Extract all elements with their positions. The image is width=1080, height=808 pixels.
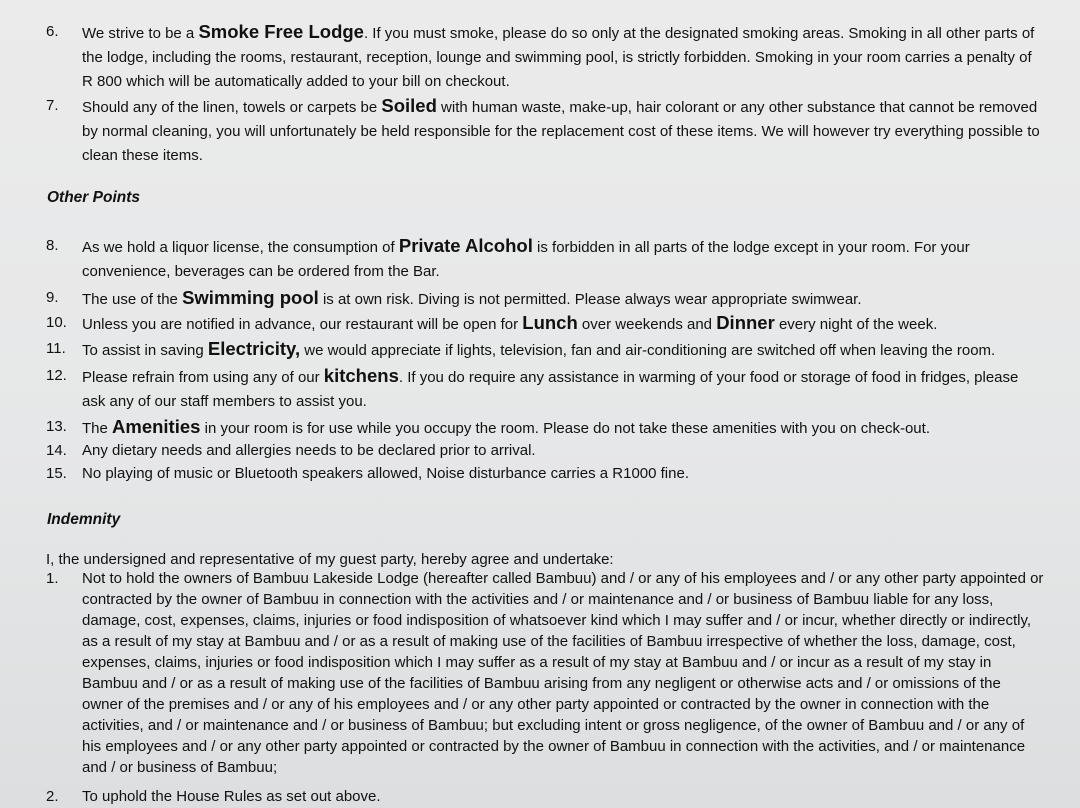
rule-highlight: Soiled xyxy=(381,95,437,116)
rule-text: Please refrain from using any of our kitchens. If you do require any assistance in warming of your food or storage of food in fridges, please ask any of our staff members to assist you. xyxy=(82,365,1019,410)
rule-number: 13. xyxy=(46,418,67,435)
rule-highlight: Smoke Free Lodge xyxy=(198,21,364,42)
rule-text: The use of the Swimming pool is at own risk. Diving is not permitted. Please always wear appropriate swimwear. xyxy=(82,287,862,308)
rule-item-8 xyxy=(46,234,1044,284)
indemnity-item-2 xyxy=(46,786,1044,807)
rule-number: 9. xyxy=(46,289,59,306)
rule-number: 10. xyxy=(46,314,67,331)
rule-text: We strive to be a Smoke Free Lodge. If you must smoke, please do so only at the designated smoking areas. Smoking in all other parts of the lodge, including the rooms, restaurant, reception, lounge and swimming pool, is strictly forbidden. Smoking in your room carries a penalty of R 800 which will be automatically added to your bill on checkout. xyxy=(82,21,1035,90)
rule-text: Should any of the linen, towels or carpets be Soiled with human waste, make-up, hair colorant or any other substance that cannot be removed by normal cleaning, you will unfortunately be held responsible for the replacement cost of these items. We will however try everything possible to clean these items. xyxy=(82,95,1040,164)
rule-number: 6. xyxy=(46,23,59,40)
rule-text: As we hold a liquor license, the consumption of Private Alcohol is forbidden in all parts of the lodge except in your room. For your convenience, beverages can be ordered from the Bar. xyxy=(82,235,970,280)
rule-highlight-2: Dinner xyxy=(716,312,775,333)
rule-highlight: kitchens xyxy=(323,365,399,386)
rule-highlight: Private Alcohol xyxy=(398,235,533,256)
rule-item-13 xyxy=(46,415,1044,441)
indemnity-intro: I, the undersigned and representative of my guest party, hereby agree and undertake: xyxy=(46,551,614,568)
rule-highlight: Swimming pool xyxy=(182,287,319,308)
rule-text: Any dietary needs and allergies needs to be declared prior to arrival. xyxy=(82,442,536,459)
rule-number: 15. xyxy=(46,465,67,482)
rule-item-11 xyxy=(46,337,1044,363)
rule-text: No playing of music or Bluetooth speakers allowed, Noise disturbance carries a R1000 fine. xyxy=(82,465,689,482)
rule-item-6 xyxy=(46,20,1044,94)
section-heading-other-points: Other Points xyxy=(47,189,141,206)
rule-item-9 xyxy=(46,286,1044,312)
indemnity-text: Not to hold the owners of Bambuu Lakeside Lodge (hereafter called Bambuu) and / or any of his employees and / or any other party appointed or contracted by the owner of Bambuu in connection with the activities and / or maintenance and / or business of Bambuu liable for any loss, damage, cost, expenses, claims, injuries or food indisposition of whatsoever kind which I may suffer and / or incur, whether directly or indirectly, as a result of my stay at Bambuu and / or as a result of making use of the facilities of Bambuu irrespective of whether the loss, damage, cost, expenses, claims, injuries or food indisposition which I may suffer as a result of my stay at Bambuu and / or incur as a result of my stay in Bambuu and / or as a result of making use of the facilities of Bambuu arising from any negligent or otherwise acts and / or omissions of the owner of the premises and / or any of his employees and / or any other party appointed or contracted by the owner in connection with the activities, and / or maintenance and / or business of Bambuu; but excluding intent or gross negligence, of the owner of Bambuu and / or any of his employees and / or any other party appointed or contracted by the owner of Bambuu in connection with the activities, and / or maintenance and / or business of Bambuu; xyxy=(82,570,1044,776)
rule-text: Unless you are notified in advance, our restaurant will be open for Lunch over weekends and Dinner every night of the week. xyxy=(82,312,938,333)
indemnity-number: 1. xyxy=(46,570,59,587)
rule-number: 14. xyxy=(46,442,67,459)
rule-number: 7. xyxy=(46,97,59,114)
rule-highlight: Amenities xyxy=(112,416,201,437)
indemnity-item-1 xyxy=(46,568,1044,778)
rule-text: To assist in saving Electricity, we would appreciate if lights, television, fan and air-conditioning are switched off when leaving the room. xyxy=(82,338,996,359)
rule-item-10 xyxy=(46,311,1044,337)
section-heading-indemnity: Indemnity xyxy=(47,511,121,528)
rule-number: 8. xyxy=(46,237,59,254)
rule-number: 12. xyxy=(46,367,67,384)
rule-item-14 xyxy=(46,439,1044,463)
rule-text: The Amenities in your room is for use while you occupy the room. Please do not take these amenities with you on check-out. xyxy=(82,416,930,437)
rule-item-15 xyxy=(46,462,1044,486)
rule-number: 11. xyxy=(46,340,66,357)
rule-highlight: Lunch xyxy=(522,312,578,333)
indemnity-number: 2. xyxy=(46,788,59,805)
rule-item-7 xyxy=(46,94,1044,168)
indemnity-text: To uphold the House Rules as set out above. xyxy=(82,788,381,805)
rule-highlight: Electricity, xyxy=(207,338,301,359)
rule-item-12 xyxy=(46,364,1044,414)
